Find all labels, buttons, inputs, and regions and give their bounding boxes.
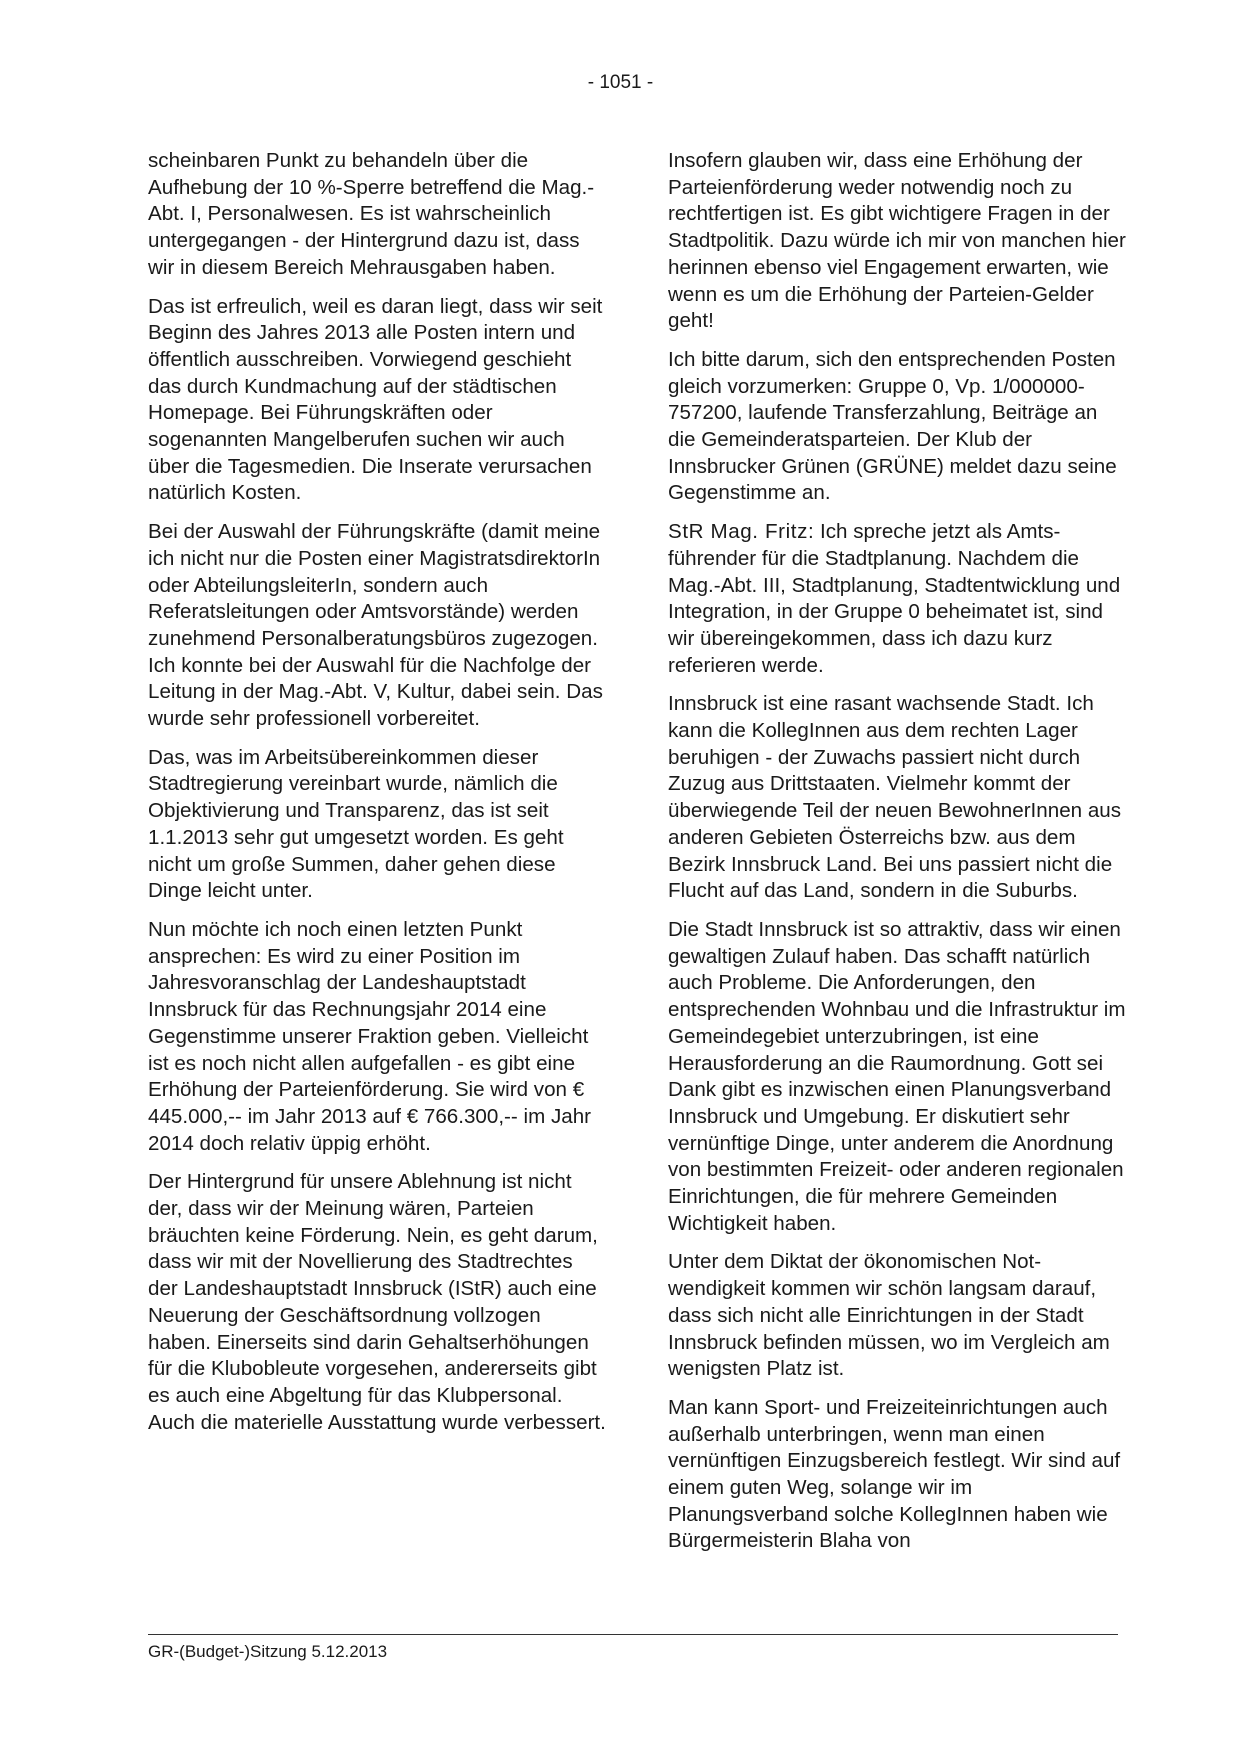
page-number: - 1051 - <box>587 72 654 93</box>
paragraph: Bei der Auswahl der Führungskräfte (damit meine ich nicht nur die Posten einer MagistratsdirektorIn oder AbteilungsleiterIn, sondern auch Referatsleitungen oder Amtsvorstände) werden zunehmend Personalberatungsbüros zugezogen. Ich konnte bei der Auswahl für die Nachfolge der Leitung in der Mag.-Abt. V, Kultur, dabei sein. Das wurde sehr professionell vorbereitet. <box>148 520 603 731</box>
speaker-statement: Ich spreche jetzt als Amtsführender für die Stadtplanung. Nachdem die Mag.-Abt. III, Stadtplanung, Stadtentwicklung und Integration, in der Gruppe 0 beheimatet ist, sind wir übereingekommen, dass ich dazu kurz referieren werde. <box>668 520 1121 677</box>
right-column <box>668 148 1128 1567</box>
paragraph: Die Stadt Innsbruck ist so attraktiv, dass wir einen gewaltigen Zulauf haben. Das schafft natürlich auch Probleme. Die Anforderungen, den entsprechenden Wohnbau und die Infrastruktur im Gemeindegebiet unterzubringen, ist eine Herausforderung an die Raumordnung. Gott sei Dank gibt es inzwischen einen Planungsverband Innsbruck und Umgebung. Er diskutiert sehr vernünftige Dinge, unter anderem die Anordnung von bestimmten Freizeit- oder anderen regionalen Einrichtungen, die für mehrere Gemeinden Wichtigkeit haben. <box>668 917 1126 1235</box>
paragraph: Innsbruck ist eine rasant wachsende Stadt. Ich kann die KollegInnen aus dem rechten Lager beruhigen - der Zuwachs passiert nicht durch Zuzug aus Drittstaaten. Vielmehr kommt der überwiegende Teil der neuen BewohnerInnen aus anderen Gebieten Österreichs bzw. aus dem Bezirk Innsbruck Land. Bei uns passiert nicht die Flucht auf das Land, sondern in die Suburbs. <box>668 692 1122 903</box>
paragraph: Man kann Sport- und Freizeiteinrichtungen auch außerhalb unterbringen, wenn man einen vernünftigen Einzugsbereich festlegt. Wir sind auf einem guten Weg, solange wir im Planungsverband solche KollegInnen haben wie Bürgermeisterin Blaha von <box>668 1395 1121 1553</box>
speaker-name: StR Mag. Fritz: <box>668 520 815 544</box>
paragraph: Das, was im Arbeitsübereinkommen dieser Stadtregierung vereinbart wurde, nämlich die Objektivierung und Transparenz, das ist seit 1.1.2013 sehr gut umgesetzt worden. Es geht nicht um große Summen, daher gehen diese Dinge leicht unter. <box>148 745 564 903</box>
paragraph: Der Hintergrund für unsere Ablehnung ist nicht der, dass wir der Meinung wären, Parteien bräuchten keine Förderung. Nein, es geht darum, dass wir mit der Novellierung des Stadtrechtes der Landeshauptstadt Innsbruck (IStR) auch eine Neuerung der Geschäftsordnung vollzogen haben. Einerseits sind darin Gehaltserhöhungen für die Klubobleute vorgesehen, andererseits gibt es auch eine Abgeltung für das Klubpersonal. Auch die materielle Ausstattung wurde verbessert. <box>148 1170 606 1434</box>
footer-text: GR-(Budget-)Sitzung 5.12.2013 <box>148 1642 388 1661</box>
speaker-paragraph <box>668 519 1128 679</box>
paragraph: Insofern glauben wir, dass eine Erhöhung der Parteienförderung weder notwendig noch zu rechtfertigen ist. Es gibt wichtigere Fragen in der Stadtpolitik. Dazu würde ich mir von manchen hier herinnen ebenso viel Engagement erwarten, wie wenn es um die Erhöhung der Parteien-Gelder geht! <box>668 149 1126 333</box>
left-column <box>148 148 608 1448</box>
paragraph: Unter dem Diktat der ökonomischen Notwendigkeit kommen wir schön langsam darauf, dass sich nicht alle Einrichtungen in der Stadt Innsbruck befinden müssen, wo im Vergleich am wenigsten Platz ist. <box>668 1250 1110 1381</box>
paragraph: Nun möchte ich noch einen letzten Punkt ansprechen: Es wird zu einer Position im Jahresvoranschlag der Landeshauptstadt Innsbruck für das Rechnungsjahr 2014 eine Gegenstimme unserer Fraktion geben. Vielleicht ist es noch nicht allen aufgefallen - es gibt eine Erhöhung der Parteienförderung. Sie wird von € 445.000,-- im Jahr 2013 auf € 766.300,-- im Jahr 2014 doch relativ üppig erhöht. <box>148 917 592 1155</box>
paragraph: scheinbaren Punkt zu behandeln über die Aufhebung der 10 %-Sperre betreffend die Mag.-Abt. I, Personalwesen. Es ist wahrscheinlich untergegangen - der Hintergrund dazu ist, dass wir in diesem Bereich Mehrausgaben haben. <box>148 149 595 279</box>
paragraph: Ich bitte darum, sich den entsprechenden Posten gleich vorzumerken: Gruppe 0, Vp. 1/000000-757200, laufende Transferzahlung, Beiträge an die Gemeinderatsparteien. Der Klub der Innsbrucker Grünen (GRÜNE) meldet dazu seine Gegenstimme an. <box>668 347 1117 505</box>
footer-divider <box>148 1634 1118 1635</box>
paragraph: Das ist erfreulich, weil es daran liegt, dass wir seit Beginn des Jahres 2013 alle Posten intern und öffentlich ausschreiben. Vorwiegend geschieht das durch Kundmachung auf der städtischen Homepage. Bei Führungskräften oder sogenannten Mangelberufen suchen wir auch über die Tagesmedien. Die Inserate verursachen natürlich Kosten. <box>148 294 603 505</box>
